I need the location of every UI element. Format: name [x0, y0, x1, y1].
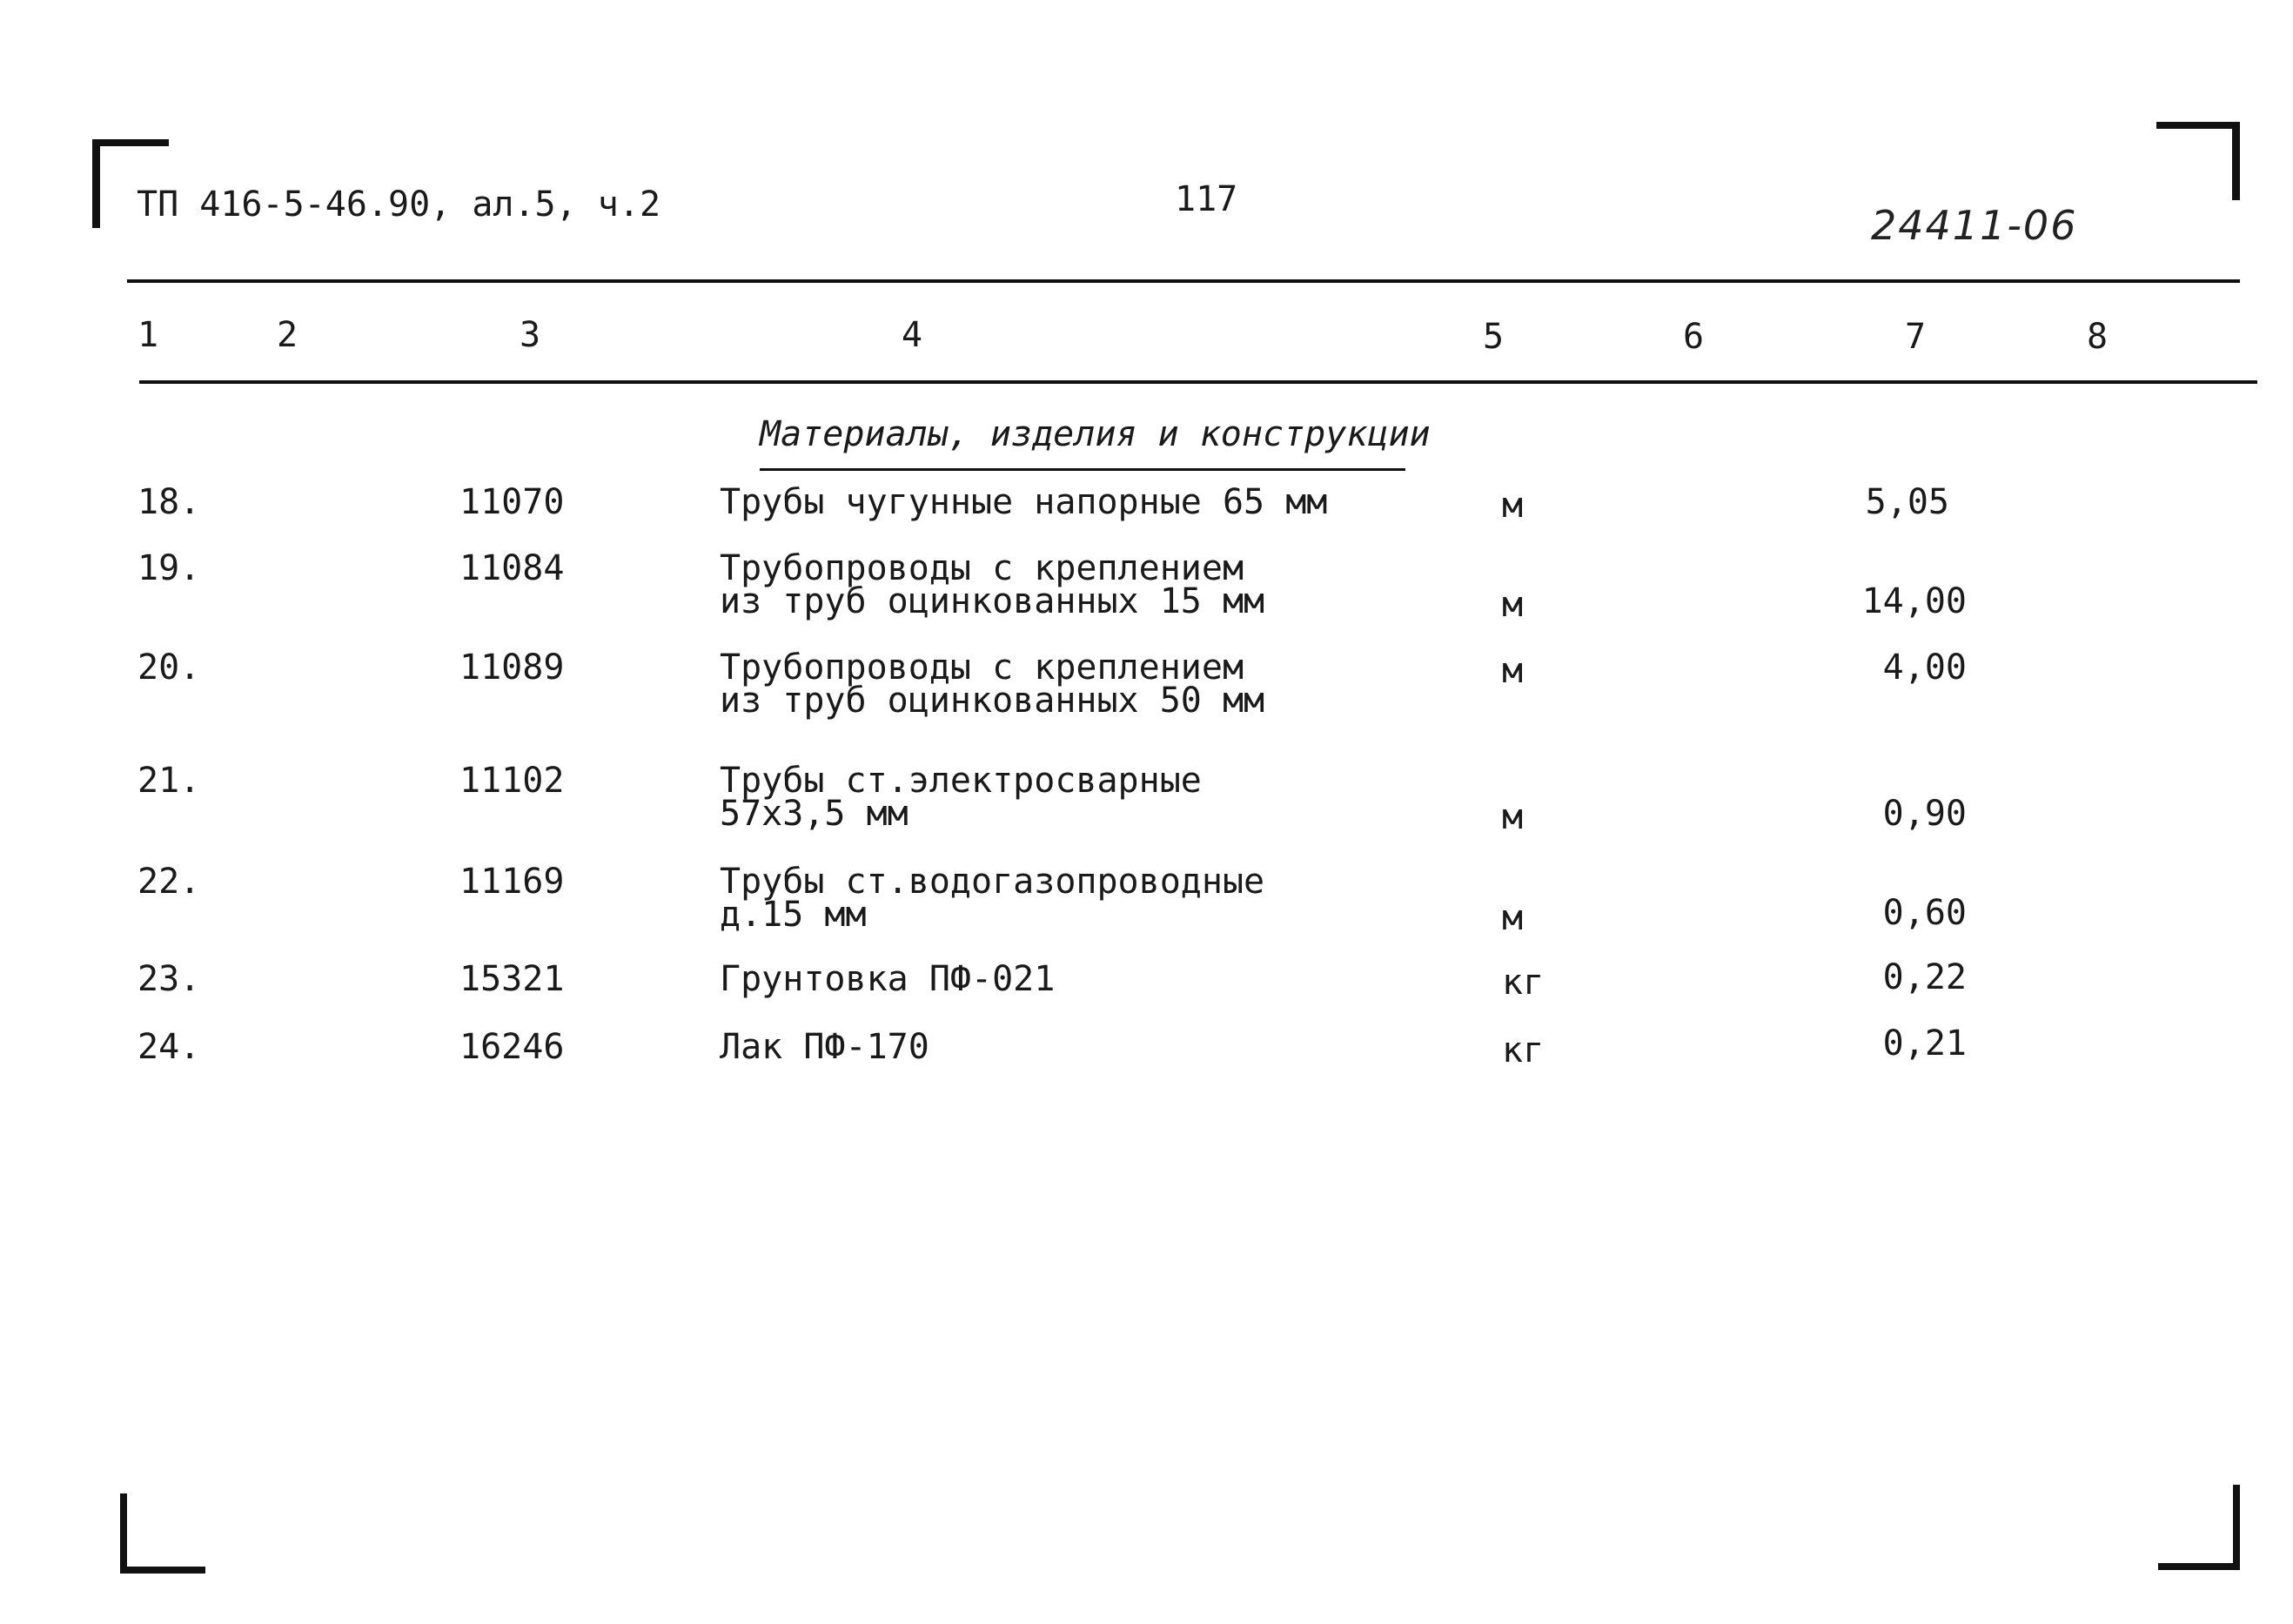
- column-number: 3: [520, 315, 541, 355]
- column-number: 2: [277, 315, 298, 355]
- item-name: Трубы чугунные напорные 65 мм: [720, 482, 1328, 522]
- unit: кг: [1502, 1030, 1545, 1070]
- quantity: 14,00: [1861, 581, 1967, 621]
- section-title-underline: [760, 468, 1405, 471]
- item-name-line-2: из труб оцинкованных 50 мм: [720, 681, 1265, 721]
- column-number: 5: [1483, 317, 1505, 357]
- corner-mark-bottom-right-vertical: [2233, 1485, 2240, 1570]
- corner-mark-top-right-vertical: [2232, 122, 2240, 200]
- row-number: 18.: [137, 482, 201, 522]
- item-code: 11089: [459, 648, 565, 688]
- column-header-rule: [139, 380, 2257, 384]
- item-name: Лак ПФ-170: [720, 1027, 929, 1067]
- column-number: 6: [1683, 317, 1705, 357]
- quantity: 0,21: [1882, 1023, 1967, 1064]
- item-name-line-1: Трубопроводы с креплением: [720, 648, 1244, 688]
- item-code: 11169: [459, 862, 565, 902]
- quantity: 0,90: [1882, 794, 1967, 834]
- column-number: 4: [902, 315, 923, 355]
- quantity: 5,05: [1865, 482, 1949, 522]
- quantity: 0,22: [1882, 957, 1967, 997]
- row-number: 20.: [137, 648, 201, 688]
- column-number: 8: [2087, 317, 2109, 357]
- document-reference: ТП 416-5-46.90, ал.5, ч.2: [137, 185, 661, 225]
- item-code: 15321: [459, 959, 565, 999]
- quantity: 4,00: [1882, 648, 1967, 688]
- quantity: 0,60: [1882, 893, 1967, 933]
- top-rule: [127, 279, 2240, 283]
- row-number: 19.: [137, 548, 201, 588]
- item-name: Грунтовка ПФ-021: [720, 959, 1056, 999]
- corner-mark-bottom-left-horizontal: [120, 1567, 205, 1574]
- corner-mark-top-left-vertical: [92, 139, 100, 228]
- section-title: Материалы, изделия и конструкции: [760, 414, 1431, 454]
- unit: м: [1502, 797, 1524, 837]
- column-number: 1: [137, 315, 159, 355]
- corner-mark-bottom-left-vertical: [120, 1493, 127, 1574]
- item-code: 11102: [459, 761, 565, 801]
- unit: м: [1502, 585, 1524, 625]
- corner-mark-top-left-horizontal: [92, 139, 169, 146]
- row-number: 21.: [137, 761, 201, 801]
- item-name-line-1: Трубы ст.электросварные: [720, 761, 1202, 801]
- corner-mark-top-right-horizontal: [2156, 122, 2239, 129]
- page-number: 117: [1175, 179, 1238, 219]
- row-number: 22.: [137, 862, 201, 902]
- row-number: 23.: [137, 959, 201, 999]
- column-number: 7: [1905, 317, 1927, 357]
- item-name-line-1: Трубопроводы с креплением: [720, 548, 1244, 588]
- item-code: 16246: [459, 1027, 565, 1067]
- item-code: 11070: [459, 482, 565, 522]
- item-name-line-1: Трубы ст.водогазопроводные: [720, 862, 1265, 902]
- unit: м: [1502, 651, 1524, 691]
- unit: м: [1502, 486, 1524, 526]
- item-code: 11084: [459, 548, 565, 588]
- unit: м: [1502, 898, 1524, 938]
- handwritten-number: 24411-06: [1871, 202, 2078, 249]
- unit: кг: [1502, 963, 1545, 1003]
- item-name-line-2: 57x3,5 мм: [720, 794, 908, 834]
- corner-mark-bottom-right-horizontal: [2158, 1563, 2240, 1570]
- item-name-line-2: из труб оцинкованных 15 мм: [720, 581, 1265, 621]
- row-number: 24.: [137, 1027, 201, 1067]
- item-name-line-2: д.15 мм: [720, 895, 867, 935]
